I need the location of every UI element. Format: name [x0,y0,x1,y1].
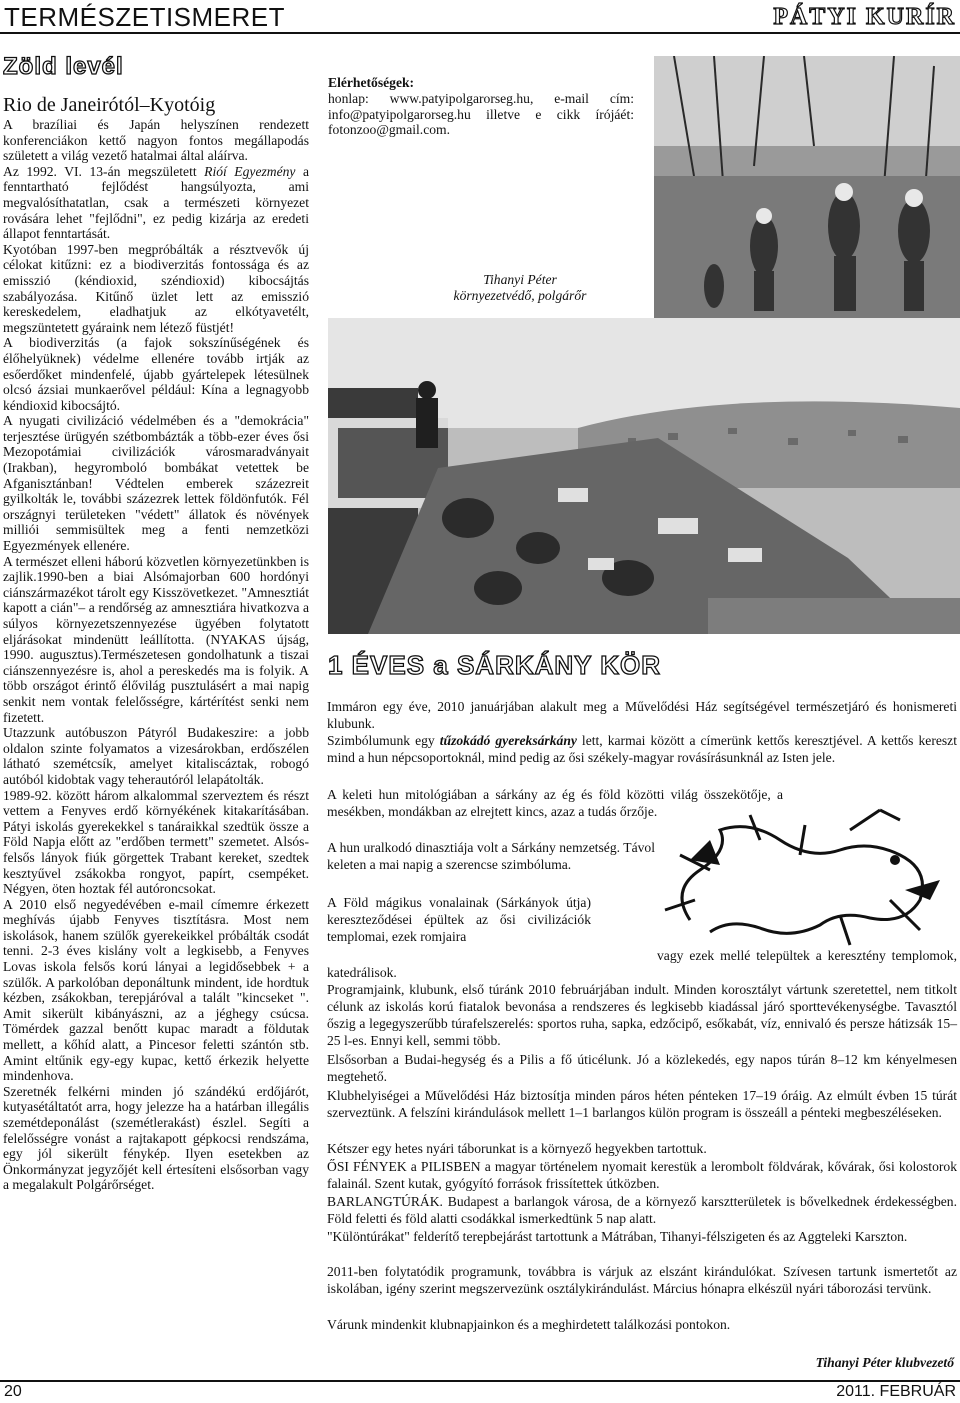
paragraph: Kyotóban 1997-ben megpróbálták a résztvevők új célokat kitűzni: ez a biodiverzitás fontossága és az emisszió (kéndioxid, széndioxid) kibocsájtás szabályozása. Kitűnő üzlet lett az emisszió kereskedelem, eladhatjuk az elkótyavetélt, megszüntetett gyáraink nem létező füstjét! [3,241,309,335]
article2-paragraph: A Föld mágikus vonalainak (Sárkányok útja) kereszteződései épültek az ősi civilizációk templomai, ezek romjaira [327,895,591,944]
paragraph: Utazzunk autóbuszon Pátyról Budakeszire: a jobb oldalon szinte folyamatos a vizesárokban, erdőszélen látható szemétcsík, amelyet kitaliscáztak, robogó autóból kidobtak vagy teherautóról lelapátolták. [3,725,309,787]
contacts-text: honlap: www.patyipolgarorseg.hu, e-mail cím: info@patyipolgarorseg.hu illetve e cikk írójáét: fotonzoo@gmail.com. [328,90,634,138]
article2-paragraph: A hun uralkodó dinasztiája volt a Sárkány nemzetség. Távol keleten a mai napig a szerencse szimbóluma. [327,840,655,872]
paragraph: A biodiverzitás (a fajok sokszínűségének és élőhelyüknek) védelme ellenére tovább irtják az esőerdőket mindenfelé, újabb gyártelepek létesülnek olcsó ázsiai munkaerővel például: Kína a legnagyobb kéndioxid kibocsájtó. [3,335,309,413]
article2-paragraph: Klubhelyiségei a Művelődési Ház biztosítja minden páros héten pénteken 17–19 óráig. Az elmúlt évben 15 túrát szerveztünk. A felszíni kirándulások mellett 1–1 barlangos külön program is összeáll a pénteki megbeszéléseken. [327,1088,957,1120]
garbage-pile-photo [328,318,960,634]
article-column-left [3,52,309,1193]
article2-paragraph: Programjaink, klubunk, első túránk 2010 februárjában indult. Minden korosztályt vártunk szeretettel, nem titkolt célunk az iskolás korú fiatalok bevonása a rendszeres és legkisebb kiadással járó sporttevékenységbe. Tavasztól őszig a legegyszerűbb túrafelszerelés: sportos ruha, sapka, edzőcipő, esőkabát, víz, ennivaló és persze hátizsák 15–25 l-es. Ennyi kell, semmi több. [327,982,957,1048]
dragon-illustration [650,800,956,950]
article2-paragraph: vagy ezek mellé települtek a keresztény templomok, katedrálisok. [327,948,957,980]
footer-rule [0,1380,960,1382]
article2-paragraph: Szimbólumunk egy tűzokádó gyereksárkány lett, karmai között a címerünk kettős keresztjével. A kettős kereszt mind a hun népcsoportoknál, mind pedig az ősi székely-magyar rovásírásunknál az Isten jele. [327,733,957,765]
section-title: TERMÉSZETISMERET [4,2,286,32]
article2-paragraph: ŐSI FÉNYEK a PILISBEN a magyar történelem nyomait kerestük a lerombolt földvárak, kővárak, ősi kolostorok falainál. Szent kutak, gyógyító források frissítettek útközben. [327,1159,957,1191]
publication-name: PÁTYI KURÍR [773,4,956,30]
article2-paragraph: Immáron egy éve, 2010 januárjában alakult meg a Művelődési Ház segítségével természetjáró és honismereti klubunk. [327,699,957,731]
article2-signature: Tihanyi Péter klubvezető [815,1355,954,1370]
forest-children-photo [654,56,960,318]
article2-paragraph: BARLANGTÚRÁK. Budapest a barlangok városa, de a környező karsztterületek is bővelkednek érdekességben. Föld feletti és föld alatti csodákkal ismerkedtünk 5 nap alatt. [327,1194,957,1226]
paragraph: A nyugati civilizáció védelmében és a "demokrácia" terjesztése ürügyén szétbombázták a több-ezer éves ősi Mezopotámiai civilizációk városmaradványait (Irakban), hegyromboló bombákat vetettek be Afganisztánban! Védtelen emberek százezreit gyilkolták le, további százezrek lettek földönfutók. Fél országnyi területeken "védett" állatok és növények milliói semmisültek meg a fenti nemzetközi Egyezmények ellenére. [3,413,309,554]
paragraph: A természet elleni háború közvetlen környezetünkben is zajlik.1990-ben a biai Alsómajorban 600 hordónyi ciánszármazékot tárolt egy Kisszövetkezet. "Amnesztiát kapott a cián"– a rendőrség az amnesztiára hivatkozva a súlyos környezetszennyezése ügyében folytatott eljárásokat mindenütt leállította. (NYAKAS újság, 1990. augusztus).Természetesen gondolhatunk a tiszai ciánszennyezésre is, ahol a pereskedés ma is folyik. A több országot érintő élővilág pusztulásért a mai napig senkit nem vontak felelősségre, kártérítést senki nem fizetett. [3,553,309,725]
paragraph: 1989-92. között három alkalommal szerveztem és részt vettem a Fenyves erdő környékének kitakarításában. Pátyi iskolás gyerekekkel s tanáraikkal szedtük össze a Föld Napja előtt az "erdőben termett" szemetet. Alsós-felsős lányok fiúk görgettek Trabant kereket, szedtek kesztyűvel zsákokba rongyot, papírt, csempéket. Négyen, öten hoztak fél autóroncsokat. [3,787,309,897]
article2-title: 1 ÉVES a SÁRKÁNY KÖR [328,650,662,680]
author-signature: Tihanyi Péter környezetvédő, polgárőr [453,272,587,303]
article2-paragraph: Elsősorban a Budai-hegység és a Pilis a fő úticélunk. Jó a közlekedés, egy napos túrán 8–12 km kényelmesen megtehető. [327,1052,957,1084]
article2-paragraph: Várunk mindenkit klubnapjainkon és a meghirdetett találkozási pontokon. [327,1317,731,1332]
article2-paragraph: "Különtúrákat" felderítő terepbejárást tartottunk a Mátrában, Tihanyi-félszigeten és az Aggteleki Karszton. [327,1229,908,1244]
paragraph: Az 1992. VI. 13-án megszületett Rióí Egyezmény a fenntartható fejlődést hangsúlyozta, ami megvalósíthatatlan, csak a természeti környezet rovására lehet "fejlődni", ez pedig kizárja az eredeti állapot fenntartását. [3,163,309,242]
article-continuation [328,58,634,138]
issue-date: 2011. FEBRUÁR [836,1383,956,1400]
page-number: 20 [4,1383,22,1400]
paragraph: Szeretnék felkérni minden jó szándékú erdőjárót, kutyasétáltatót arra, hogy jelezze ha a határban illegális szemétdeponálást (szemétlerakást) észlel. Segíti a felelősségre vonást a rajtakapott gépkocsi rendszáma, egy jól sikerült fénykép. Ilyen esetekben az Önkormányzat jegyzőjét kell értesíteni elsősorban vagy a megalakult Polgárőrséget. [3,1083,309,1193]
article-kicker: Zöld levél [3,53,124,80]
article2-paragraph: 2011-ben folytatódik programunk, továbbra is várjuk az elszánt kirándulókat. Szívesen tartunk ismertetőt az iskolában, igény szerint megszervezünk osztálykirándulást. Március hónapra elkészül nyári táborozási tervünk. [327,1264,957,1296]
article2-paragraph: A keleti hun mitológiában a sárkány az ég és föld közötti világ összekötője, a mesékben, mondákban az elrejtett kincs, azaz a tudás őrzője. [327,787,783,819]
contacts-title: Elérhetőségek: [328,75,415,90]
page-header [0,0,960,34]
article-title: Rio de Janeirótól–Kyotóig [3,94,216,116]
article2-paragraph: Kétszer egy hetes nyári táborunkat is a környező hegyekben tartottuk. [327,1141,707,1156]
paragraph: A 2010 első negyedévében e-mail címemre érkezett meghívás újabb Fenyves tisztításra. Most nem iskolások, hanem szülők gyerekeikkel próbálták csodát tenni. 2-3 éves kislány volt a legkisebb, a Fenyves Lovas iskola felsős korú lányai a legidősebbek + a szülők. A parkolóban deponáltunk mindent, ide hordtuk kézben, zsákokban, terepjáróval a talált "kincseket ". Amit sikerült kibányászni, az a jéghegy csúcsa. Tömérdek gazzal benőtt kupac maradt a földutak mellett, a kőhíd alatt, a Pincesor feletti szántón stb. Amint eltűnik egy-egy kupac, kettő érkezik helyette mindenhova. [3,896,309,1084]
paragraph: A brazíliai és Japán helyszínen rendezett konferenciákon kettő nagyon fontos megállapodás született a világ vezető hatalmai által aláírva. [3,117,309,164]
